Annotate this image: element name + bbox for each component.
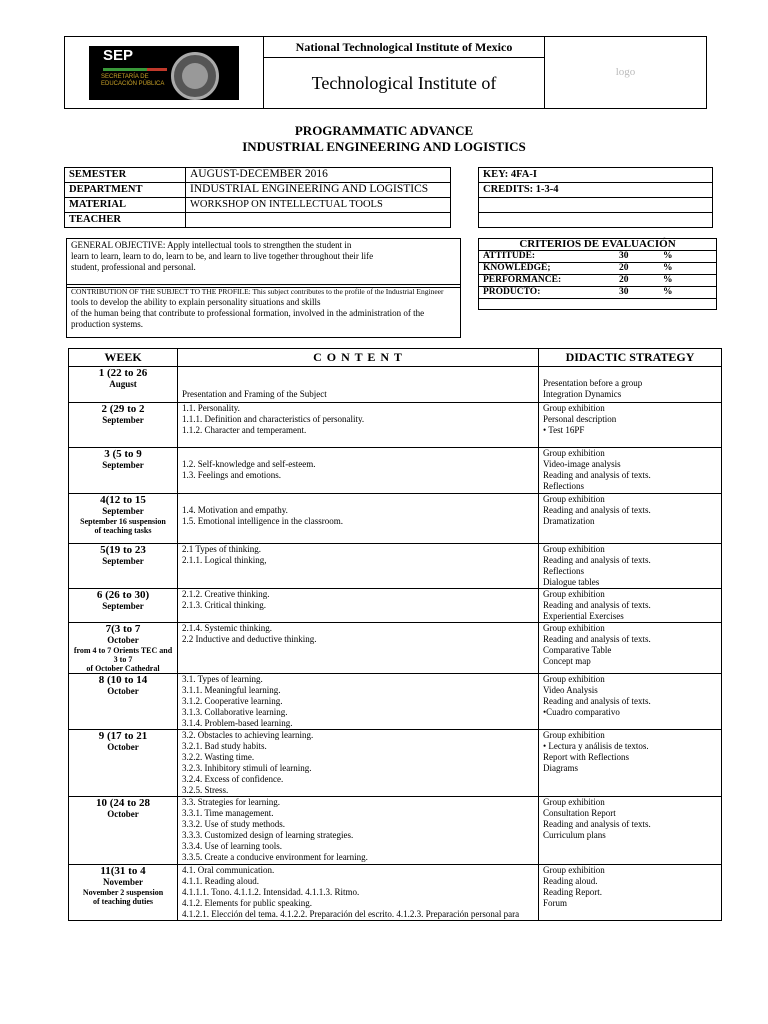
course-credits: CREDITS: 1-3-4	[479, 183, 713, 198]
criteria-value: 30	[619, 251, 629, 261]
week-note: from 4 to 7 Orients TEC and 3 to 7	[73, 646, 173, 664]
week-month: October	[107, 742, 139, 752]
strategy-cell	[539, 623, 722, 674]
content-line: 4.1.1.1. Tono. 4.1.1.2. Intensidad. 4.1.1.3. Ritmo.	[182, 887, 360, 897]
evaluation-criteria-table	[478, 238, 717, 310]
content-line: 2.1.1. Logical thinking,	[182, 555, 267, 565]
general-objective	[66, 238, 461, 288]
criteria-value: 30	[615, 287, 659, 299]
week-number: 9 (17 to 21	[98, 730, 148, 742]
content-line: 2.1.4. Systemic thinking.	[182, 623, 272, 633]
strategy-line: • Lectura y análisis de textos.	[543, 741, 649, 751]
content-line: 2.1.3. Critical thinking.	[182, 600, 266, 610]
strategy-header: DIDACTIC STRATEGY	[539, 349, 722, 367]
strategy-line: • Test 16PF	[543, 425, 585, 435]
week-cell	[69, 494, 178, 544]
table-row	[69, 448, 722, 494]
week-month: September	[102, 460, 144, 470]
criteria-name: KNOWLEDGE;	[479, 263, 616, 275]
page-title-line2: INDUSTRIAL ENGINEERING AND LOGISTICS	[242, 139, 526, 154]
content-line	[182, 378, 534, 389]
content-line: 1.4. Motivation and empathy.	[182, 505, 288, 515]
seal-icon	[171, 52, 219, 100]
sep-logo-subtitle: SECRETARÍA DE EDUCACIÓN PÚBLICA	[101, 73, 165, 87]
week-month: September	[102, 556, 144, 566]
content-cell	[178, 797, 539, 865]
department-label: DEPARTMENT	[65, 183, 186, 198]
table-row	[69, 730, 722, 797]
strategy-line: Reflections	[543, 481, 584, 491]
week-note: of teaching tasks	[94, 526, 152, 535]
content-line: 4.1.2. Elements for public speaking.	[182, 898, 312, 908]
content-cell	[178, 865, 539, 921]
week-number: 1 (22 to 26	[98, 367, 148, 379]
table-row	[69, 589, 722, 623]
semester-value: AUGUST-DECEMBER 2016	[186, 168, 451, 183]
strategy-cell	[539, 494, 722, 544]
content-cell	[178, 494, 539, 544]
week-note: of teaching duties	[93, 897, 153, 906]
strategy-line: Reading and analysis of texts.	[543, 600, 651, 610]
strategy-line: Dramatization	[543, 516, 595, 526]
week-cell	[69, 674, 178, 730]
week-number: 11(31 to 4	[100, 865, 146, 877]
content-line: 4.1.2.1. Elección del tema. 4.1.2.2. Preparación del escrito. 4.1.2.3. Preparación personal para	[182, 909, 520, 919]
content-line: 3.2.3. Inhibitory stimuli of learning.	[182, 763, 312, 773]
content-line: 1.1. Personality.	[182, 403, 240, 413]
strategy-cell	[539, 674, 722, 730]
week-number: 8 (10 to 14	[98, 674, 148, 686]
week-number: 10 (24 to 28	[95, 797, 151, 809]
content-line: 2.1 Types of thinking.	[182, 544, 261, 554]
week-number: 5(19 to 23	[100, 544, 146, 556]
content-line: 3.1.4. Problem-based learning.	[182, 718, 293, 728]
strategy-line: Reading and analysis of texts.	[543, 555, 651, 565]
week-month: August	[109, 379, 137, 389]
content-line: 3.1. Types of learning.	[182, 674, 263, 684]
table-row	[69, 403, 722, 448]
strategy-cell	[539, 403, 722, 448]
course-info-table	[64, 167, 451, 228]
week-note: November 2 suspension	[82, 888, 164, 897]
contribution-line: tools to develop the ability to explain personality situations and skills	[71, 297, 321, 307]
week-number: 3 (5 to 9	[104, 448, 142, 460]
content-line: 3.1.1. Meaningful learning.	[182, 685, 281, 695]
strategy-line: Integration Dynamics	[543, 389, 622, 399]
table-row	[69, 674, 722, 730]
week-month: September	[102, 415, 144, 425]
criteria-name: PERFORMANCE:	[479, 275, 616, 287]
objective-line: GENERAL OBJECTIVE: Apply intellectual tools to strengthen the student in	[71, 240, 352, 250]
week-note: September 16 suspension	[80, 517, 166, 526]
strategy-line: Comparative Table	[543, 645, 612, 655]
objective-line: learn to learn, learn to do, learn to be, and learn to live together throughout their life	[71, 251, 374, 261]
week-cell	[69, 448, 178, 494]
week-cell	[69, 623, 178, 674]
content-line: 1.2. Self-knowledge and self-esteem.	[182, 459, 316, 469]
strategy-cell	[539, 797, 722, 865]
teacher-label: TEACHER	[65, 213, 186, 228]
content-header: C O N T E N T	[178, 349, 539, 367]
week-cell	[69, 367, 178, 403]
criteria-row	[479, 263, 717, 275]
week-month: October	[107, 635, 139, 645]
table-row	[69, 494, 722, 544]
table-row	[69, 797, 722, 865]
content-line	[182, 494, 534, 505]
strategy-line: Reading aloud.	[543, 876, 598, 886]
strategy-line: Dialogue tables	[543, 577, 600, 587]
week-number: 6 (26 to 30)	[96, 589, 150, 601]
strategy-line: Video-image analysis	[543, 459, 621, 469]
strategy-line: Group exhibition	[543, 865, 605, 875]
week-cell	[69, 589, 178, 623]
semester-label: SEMESTER	[65, 168, 186, 183]
content-line: 4.1.1. Reading aloud.	[182, 876, 259, 886]
strategy-cell	[539, 730, 722, 797]
strategy-line	[543, 367, 717, 378]
logo-placeholder: logo	[545, 37, 707, 109]
local-institute-name: Technological Institute of	[264, 58, 545, 109]
strategy-line: Reading and analysis of texts.	[543, 819, 651, 829]
content-line: 1.1.2. Character and temperament.	[182, 425, 307, 435]
content-line: 4.1. Oral communication.	[182, 865, 275, 875]
table-row	[69, 544, 722, 589]
strategy-line: Concept map	[543, 656, 591, 666]
content-line: 3.2.5. Stress.	[182, 785, 229, 795]
content-line: 3.1.2. Cooperative learning.	[182, 696, 283, 706]
content-line: 1.5. Emotional intelligence in the classroom.	[182, 516, 343, 526]
strategy-cell	[539, 544, 722, 589]
strategy-line: Forum	[543, 898, 568, 908]
content-cell	[178, 730, 539, 797]
header-table	[64, 36, 707, 109]
national-institute-name: National Technological Institute of Mexico	[264, 37, 545, 58]
content-line: 3.3.3. Customized design of learning strategies.	[182, 830, 354, 840]
schedule-table	[68, 348, 722, 921]
criteria-unit: %	[659, 251, 717, 263]
page-title-line1: PROGRAMMATIC ADVANCE	[294, 123, 474, 138]
content-line: Presentation and Framing of the Subject	[182, 389, 327, 399]
logo-cell	[65, 37, 264, 109]
schedule-header-row	[69, 349, 722, 367]
criteria-row	[479, 251, 717, 263]
week-month: October	[107, 686, 139, 696]
contribution-line: production systems.	[71, 319, 143, 329]
content-line: 1.3. Feelings and emotions.	[182, 470, 281, 480]
strategy-line: Group exhibition	[543, 623, 605, 633]
criteria-name: ATTITUDE:	[479, 251, 616, 263]
content-cell	[178, 589, 539, 623]
content-cell	[178, 623, 539, 674]
strategy-line: Reflections	[543, 566, 584, 576]
content-cell	[178, 544, 539, 589]
strategy-line: Video Analysis	[543, 685, 598, 695]
strategy-cell	[539, 367, 722, 403]
strategy-line: Group exhibition	[543, 797, 605, 807]
strategy-line: Reading Report.	[543, 887, 602, 897]
strategy-line: Group exhibition	[543, 448, 605, 458]
material-label: MATERIAL	[65, 198, 186, 213]
strategy-line: Group exhibition	[543, 730, 605, 740]
content-line: 1.1.1. Definition and characteristics of personality.	[182, 414, 365, 424]
strategy-line: Curriculum plans	[543, 830, 606, 840]
table-row	[69, 865, 722, 921]
content-line	[182, 367, 534, 378]
content-line: 3.2.2. Wasting time.	[182, 752, 255, 762]
strategy-line: Group exhibition	[543, 589, 605, 599]
teacher-value	[186, 213, 451, 228]
criteria-title: CRITERIOS DE EVALUACIÓN	[479, 239, 717, 251]
strategy-cell	[539, 448, 722, 494]
week-number: 4(12 to 15	[100, 494, 146, 506]
strategy-line: Experiential Exercises	[543, 611, 624, 621]
criteria-unit: %	[659, 287, 717, 299]
course-key: KEY: 4FA-I	[479, 168, 713, 183]
strategy-line: Presentation before a group	[543, 378, 643, 388]
content-line: 3.1.3. Collaborative learning.	[182, 707, 288, 717]
strategy-line: Group exhibition	[543, 544, 605, 554]
strategy-line: Personal description	[543, 414, 617, 424]
strategy-line: Consultation Report	[543, 808, 616, 818]
content-line: 3.3.1. Time management.	[182, 808, 274, 818]
contribution-line: CONTRIBUTION OF THE SUBJECT TO THE PROFILE: This subject contributes to the profile of the Industrial Engineer	[71, 287, 444, 296]
sep-logo-text: SEP	[103, 46, 134, 64]
material-value: WORKSHOP ON INTELLECTUAL TOOLS	[186, 198, 451, 213]
week-month: September	[102, 601, 144, 611]
content-line: 3.2. Obstacles to achieving learning.	[182, 730, 314, 740]
week-header: WEEK	[69, 349, 178, 367]
content-cell	[178, 403, 539, 448]
strategy-line: Reading and analysis of texts.	[543, 634, 651, 644]
strategy-line: Group exhibition	[543, 674, 605, 684]
content-line: 3.3.2. Use of study methods.	[182, 819, 285, 829]
strategy-line: Reading and analysis of texts.	[543, 470, 651, 480]
week-note: of October Cathedral	[86, 664, 160, 673]
strategy-line: Diagrams	[543, 763, 578, 773]
content-cell	[178, 674, 539, 730]
criteria-value: 20	[615, 275, 659, 287]
content-cell	[178, 367, 539, 403]
criteria-row	[479, 275, 717, 287]
week-cell	[69, 403, 178, 448]
department-value: INDUSTRIAL ENGINEERING AND LOGISTICS	[186, 183, 451, 198]
content-line: 2.2 Inductive and deductive thinking.	[182, 634, 317, 644]
week-month: October	[107, 809, 139, 819]
criteria-unit: %	[659, 263, 717, 275]
profile-contribution	[66, 284, 461, 338]
strategy-cell	[539, 589, 722, 623]
strategy-line: Group exhibition	[543, 494, 605, 504]
week-cell	[69, 544, 178, 589]
week-cell	[69, 730, 178, 797]
criteria-name: PRODUCTO:	[479, 287, 616, 299]
page-title	[0, 123, 768, 155]
criteria-row	[479, 287, 717, 299]
week-month: November	[103, 877, 143, 887]
table-row	[69, 623, 722, 674]
content-line: 3.3. Strategies for learning.	[182, 797, 280, 807]
strategy-line: Reading and analysis of texts.	[543, 696, 651, 706]
content-line: 2.1.2. Creative thinking.	[182, 589, 270, 599]
content-line: 3.2.4. Excess of confidence.	[182, 774, 284, 784]
content-line: 3.2.1. Bad study habits.	[182, 741, 267, 751]
contribution-line: of the human being that contribute to professional formation, involved in the administration of the	[71, 308, 425, 318]
objective-line: student, professional and personal.	[71, 262, 196, 272]
strategy-line: Reading and analysis of texts.	[543, 505, 651, 515]
content-line: 3.3.4. Use of learning tools.	[182, 841, 282, 851]
strategy-cell	[539, 865, 722, 921]
key-credits-table	[478, 167, 713, 228]
strategy-line: Report with Reflections	[543, 752, 629, 762]
table-row	[69, 367, 722, 403]
sep-logo	[89, 46, 239, 100]
criteria-value: 20	[615, 263, 659, 275]
criteria-unit: %	[659, 275, 717, 287]
week-cell	[69, 797, 178, 865]
content-cell	[178, 448, 539, 494]
week-cell	[69, 865, 178, 921]
content-line	[182, 448, 534, 459]
strategy-line: •Cuadro comparativo	[543, 707, 620, 717]
strategy-line: Group exhibition	[543, 403, 605, 413]
week-number: 2 (29 to 2	[101, 403, 145, 415]
week-number: 7(3 to 7	[105, 623, 141, 635]
content-line: 3.3.5. Create a conducive environment for learning.	[182, 852, 368, 862]
week-month: September	[102, 506, 144, 516]
